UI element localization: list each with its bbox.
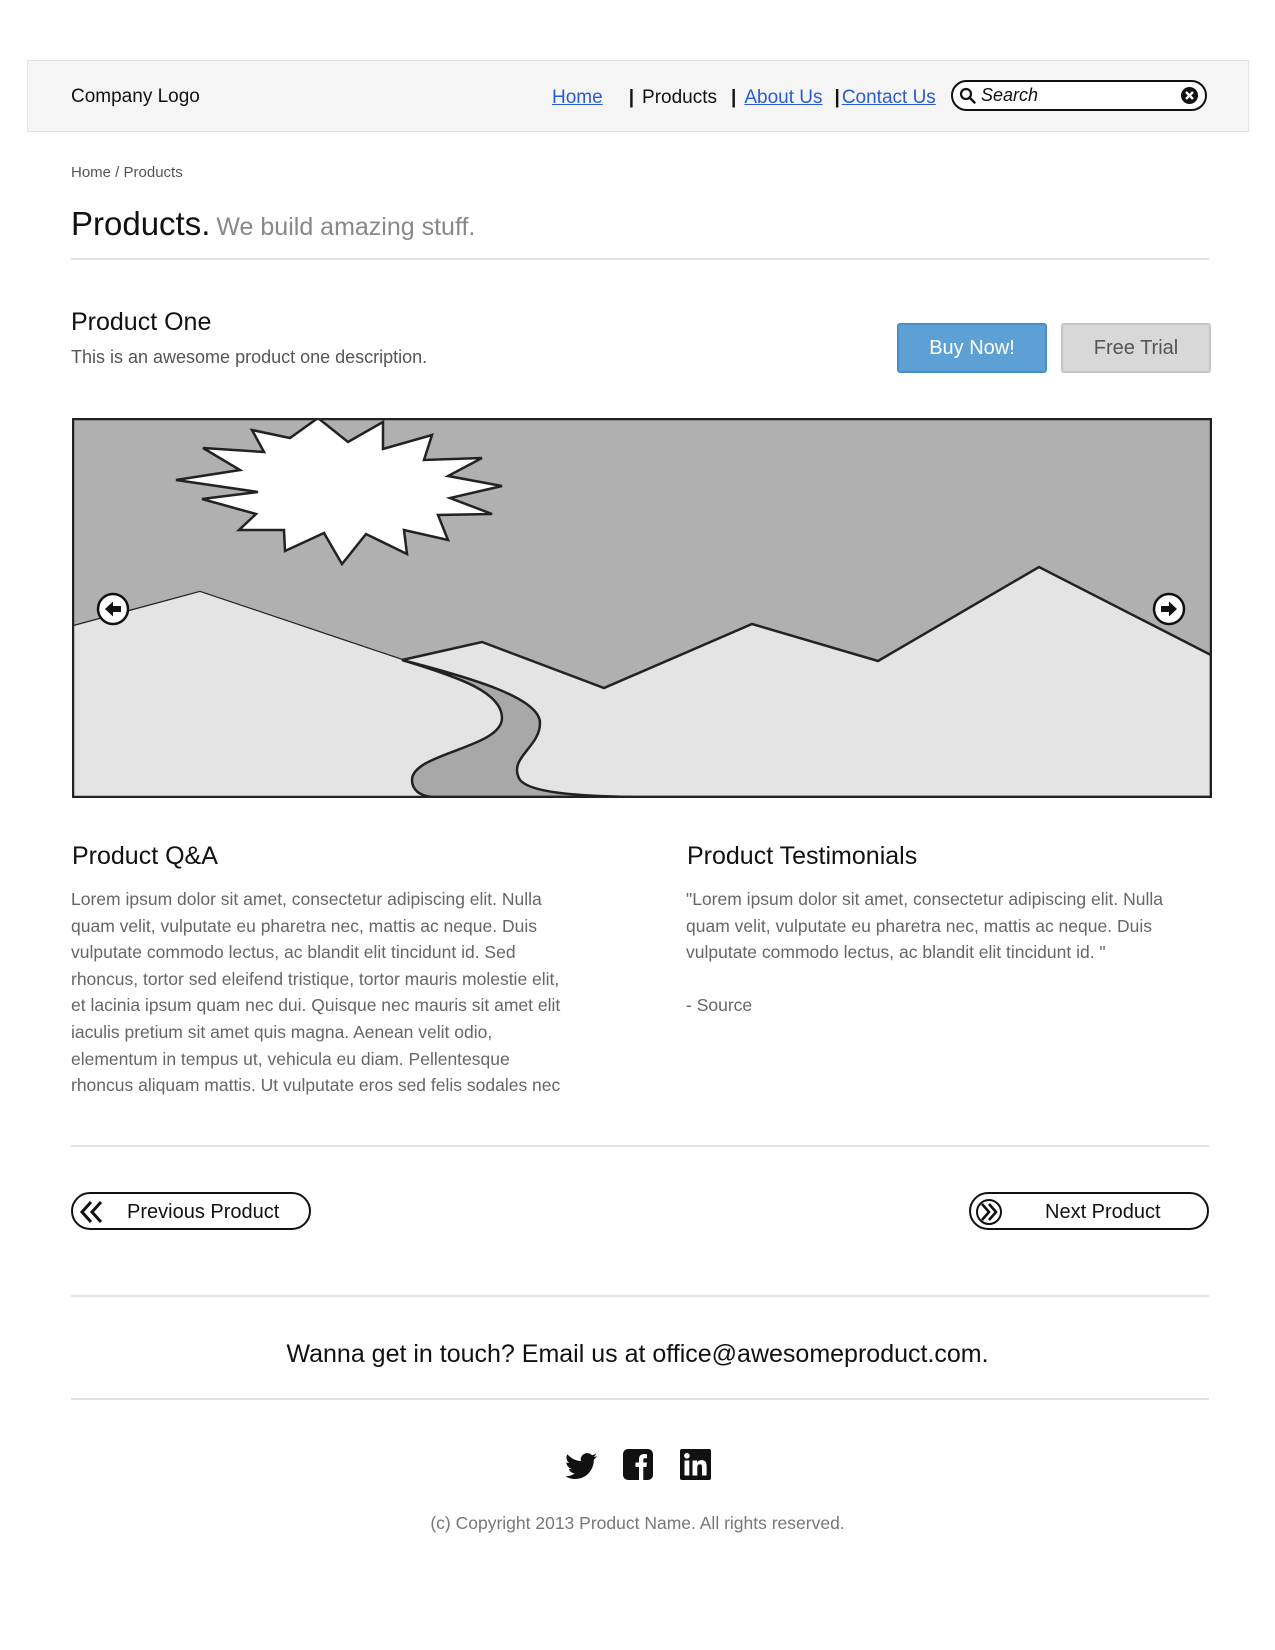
testimonial-line: vulputate commodo lectus, ac blandit elit tincidunt id. " [686,942,1106,963]
site-header [27,60,1249,132]
product-image-placeholder [72,418,1212,798]
arrow-right-circle-icon[interactable] [1152,592,1186,626]
page-title-main: Products. [71,205,211,242]
product-description: This is an awesome product one description. [71,347,428,367]
divider [71,258,1209,260]
next-product-button[interactable] [969,1192,1209,1230]
breadcrumb[interactable]: Home / Products [71,164,183,181]
product-testimonials-text [686,886,1211,1019]
nav-separator: | [834,87,840,108]
qa-line: rhoncus, tortor sed eleifend tristique, tortor mauris molestie elit, [71,968,560,989]
nav-separator: | [731,87,737,108]
twitter-icon[interactable] [564,1448,600,1482]
page-title [71,205,475,243]
qa-line: vulputate commodo lectus, ac blandit elit tincidunt id. Sed [71,942,516,963]
nav-home-link[interactable]: Home [552,87,603,108]
qa-line: elementum in tempus ut, vehicula eu diam. Pellentesque [71,1048,510,1069]
testimonial-line: quam velit, vulputate eu pharetra nec, mattis ac neque. Duis [686,915,1152,936]
double-chevron-right-icon [975,1199,1003,1225]
company-logo[interactable]: Company Logo [71,86,200,107]
main-nav [552,85,936,111]
linkedin-icon[interactable] [677,1448,713,1482]
search-input[interactable] [981,85,1180,106]
contact-callout: Wanna get in touch? Email us at office@awesomeproduct.com. [286,1340,989,1368]
product-qa-text [71,886,596,1099]
product-qa-title: Product Q&A [72,842,218,870]
testimonial-source: - Source [686,995,753,1016]
product-testimonials-title: Product Testimonials [687,842,918,870]
qa-line: iaculis pretium sit amet quis magna. Aenean velit odio, [71,1021,493,1042]
nav-about-link[interactable]: About Us [744,87,823,108]
next-product-label: Next Product [1045,1201,1161,1223]
nav-contact-link[interactable]: Contact Us [841,87,936,108]
divider [71,1398,1209,1400]
testimonial-line: "Lorem ipsum dolor sit amet, consectetur adipiscing elit. Nulla [686,889,1163,909]
qa-line: Lorem ipsum dolor sit amet, consectetur adipiscing elit. Nulla [71,889,542,909]
arrow-left-circle-icon[interactable] [96,592,130,626]
divider [71,1295,1209,1297]
divider [71,1145,1209,1147]
facebook-icon[interactable] [620,1448,656,1482]
qa-line: et lacinia ipsum quam nec dui. Quisque nec mauris sit amet elit [71,995,561,1016]
previous-product-label: Previous Product [127,1201,280,1223]
buy-now-button[interactable]: Buy Now! [897,323,1047,373]
qa-line: quam velit, vulputate eu pharetra nec, mattis ac neque. Duis [71,915,537,936]
free-trial-button[interactable]: Free Trial [1061,323,1211,373]
product-name: Product One [71,308,212,336]
qa-line: rhoncus aliquam mattis. Ut vulputate eros sed felis sodales nec [71,1075,561,1096]
nav-separator: | [628,87,635,108]
clear-search-icon[interactable] [1180,86,1199,105]
copyright-text: (c) Copyright 2013 Product Name. All rights reserved. [430,1513,845,1533]
page-subtitle: We build amazing stuff. [216,213,476,241]
search-box[interactable] [951,80,1207,111]
product-image-carousel [72,418,1212,798]
search-icon [959,87,976,104]
nav-products-current[interactable]: Products [642,87,717,108]
double-chevron-left-icon [77,1199,105,1225]
previous-product-button[interactable] [71,1192,311,1230]
